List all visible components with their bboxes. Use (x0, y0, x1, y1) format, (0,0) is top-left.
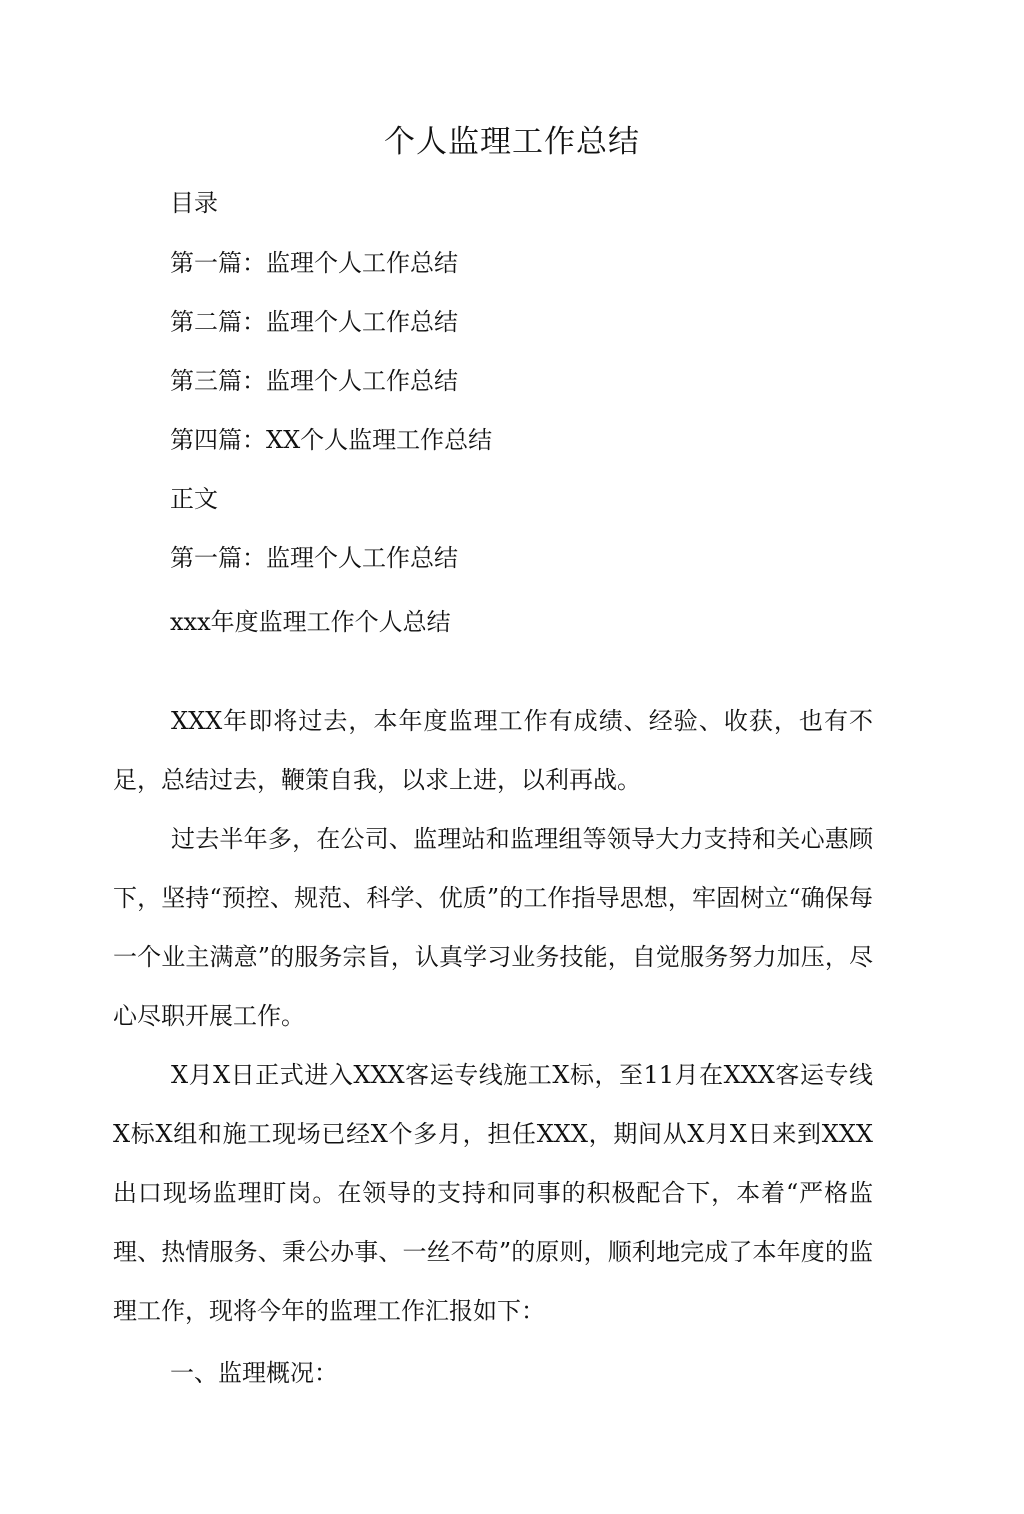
document-title: 个人监理工作总结 (384, 124, 640, 160)
body-paragraph: 过去半年多，在公司、监理站和监理组等领导大力支持和关心惠顾下，坚持“预控、规范、科学、优质”的工作指导思想，牢固树立“确保每一个业主满意”的服务宗旨，认真学习业务技能，自觉服务努力加压，尽心尽职开展工作。 (113, 825, 873, 1030)
toc-item: 第四篇：XX个人监理工作总结 (170, 426, 493, 454)
toc-item: 第一篇：监理个人工作总结 (170, 249, 458, 277)
toc-item: 第三篇：监理个人工作总结 (170, 367, 458, 395)
body-paragraph: XXX年即将过去，本年度监理工作有成绩、经验、收获，也有不足，总结过去，鞭策自我，以求上进，以利再战。 (113, 707, 873, 794)
body-paragraph: X月X日正式进入XXX客运专线施工X标，至11月在XXX客运专线X标X组和施工现场已经X个多月，担任XXX，期间从X月X日来到XXX出口现场监理盯岗。在领导的支持和同事的积极配合下，本着“严格监理、热情服务、秉公办事、一丝不苟”的原则，顺利地完成了本年度的监理工作，现将今年的监理工作汇报如下： (113, 1061, 873, 1325)
chapter-subtitle: xxx年度监理工作个人总结 (170, 608, 451, 636)
body-heading: 正文 (170, 485, 218, 513)
section-heading: 一、监理概况： (170, 1359, 338, 1387)
toc-item: 第二篇：监理个人工作总结 (170, 308, 458, 336)
toc-heading: 目录 (170, 189, 218, 217)
chapter-title: 第一篇：监理个人工作总结 (170, 544, 458, 572)
